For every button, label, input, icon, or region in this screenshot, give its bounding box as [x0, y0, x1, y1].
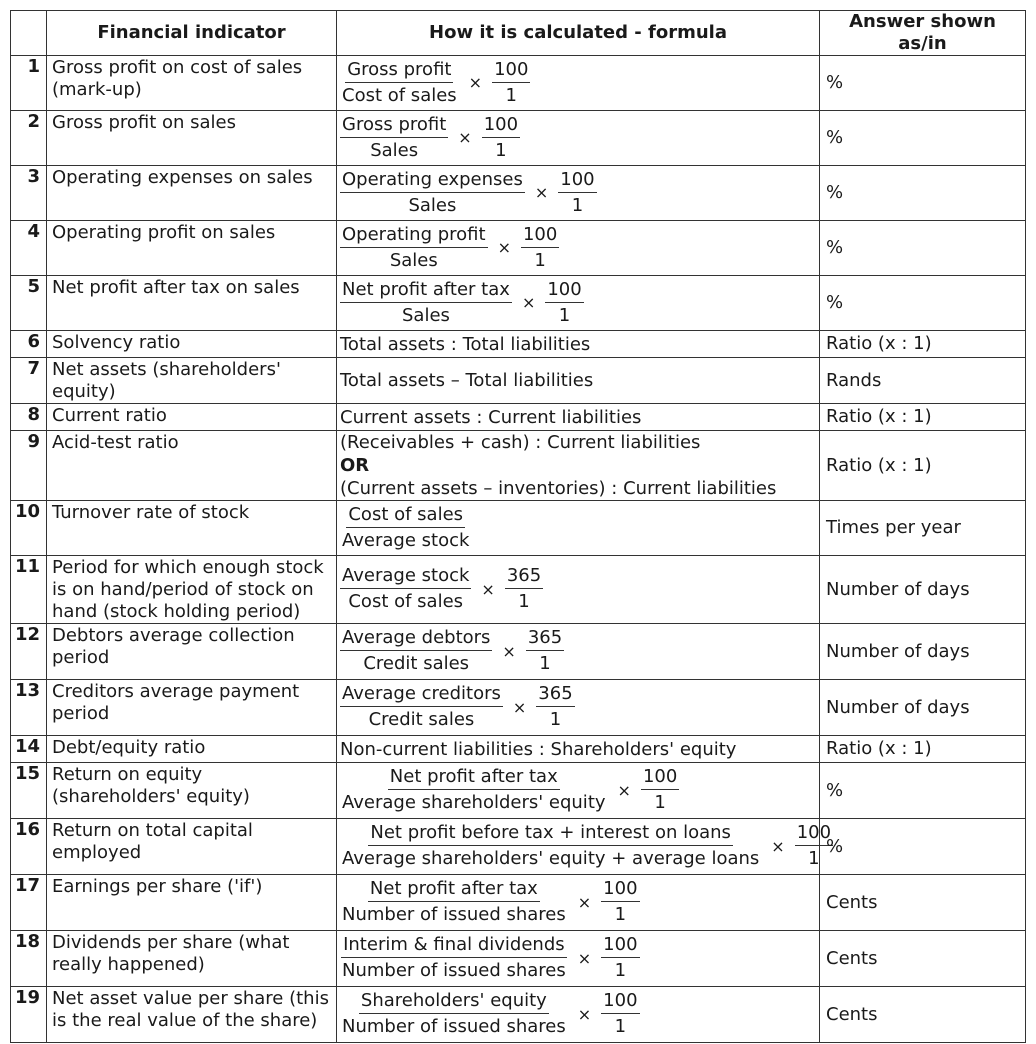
fraction-denominator: Credit sales [368, 709, 475, 730]
multiplier-numerator: 100 [492, 58, 530, 83]
fraction-denominator: Sales [408, 194, 457, 216]
answer-cell: Number of days [820, 680, 1026, 736]
indicator-label: Net asset value per share (this is the real value of the share) [52, 988, 329, 1031]
indicator-label: Operating profit on sales [52, 222, 276, 243]
formula [340, 877, 816, 928]
table-row [11, 556, 1026, 624]
fraction-numerator: Net profit before tax + interest on loans [368, 821, 733, 846]
answer-cell: Ratio (x : 1) [820, 331, 1026, 358]
table-row [11, 680, 1026, 736]
answer-cell: Number of days [820, 556, 1026, 624]
fraction [340, 626, 492, 677]
row-number: 19 [11, 987, 47, 1043]
header-indicator: Financial indicator [47, 11, 337, 56]
formula-cell [337, 56, 820, 111]
formula-cell [337, 931, 820, 987]
times-symbol: × [577, 1004, 592, 1024]
indicator-cell [47, 875, 337, 931]
row-number: 15 [11, 763, 47, 819]
table-row [11, 221, 1026, 276]
fraction-denominator: Cost of sales [342, 84, 457, 106]
answer-cell: Cents [820, 875, 1026, 931]
indicator-label: Acid-test ratio [52, 432, 179, 453]
table-row [11, 875, 1026, 931]
indicator-cell [47, 763, 337, 819]
answer-cell: % [820, 276, 1026, 331]
header-formula: How it is calculated - formula [337, 11, 820, 56]
fraction-numerator: Operating profit [340, 223, 488, 248]
multiplier-numerator: 100 [482, 113, 520, 138]
fraction-numerator: Average stock [340, 564, 471, 589]
multiplier-numerator: 100 [601, 877, 639, 902]
row-number: 8 [11, 404, 47, 431]
indicator-cell [47, 276, 337, 331]
indicator-cell [47, 680, 337, 736]
table-row [11, 736, 1026, 763]
indicator-cell [47, 501, 337, 556]
row-number: 1 [11, 56, 47, 111]
fraction [340, 877, 568, 928]
table-row [11, 111, 1026, 166]
indicator-label: Debt/equity ratio [52, 737, 206, 758]
formula-cell [337, 358, 820, 404]
row-number: 3 [11, 166, 47, 221]
table-row [11, 331, 1026, 358]
multiplier-fraction [641, 765, 679, 816]
table-row [11, 763, 1026, 819]
fraction-denominator: Average shareholders' equity [342, 792, 606, 813]
fraction-denominator: Average stock [342, 529, 470, 551]
table-row [11, 431, 1026, 501]
row-number: 12 [11, 624, 47, 680]
indicator-cell [47, 111, 337, 166]
formula-cell [337, 819, 832, 875]
fraction-denominator: Number of issued shares [342, 904, 566, 925]
formula-cell [337, 556, 820, 624]
fraction [340, 503, 471, 554]
formula [340, 58, 816, 109]
row-number: 6 [11, 331, 47, 358]
multiplier-numerator: 365 [536, 682, 574, 707]
answer-cell: Ratio (x : 1) [820, 736, 1026, 763]
indicator-label: Net profit after tax on sales [52, 277, 300, 298]
formula [340, 223, 816, 274]
table-row [11, 819, 1026, 875]
indicator-cell [47, 736, 337, 763]
answer-cell: % [820, 111, 1026, 166]
indicator-label: Return on equity (shareholders' equity) [52, 764, 250, 807]
fraction-numerator: Interim & final dividends [341, 933, 567, 958]
formula-cell [337, 111, 820, 166]
formula [340, 933, 816, 984]
multiplier-fraction [521, 223, 559, 274]
formula [340, 564, 816, 615]
header-row [11, 11, 1026, 56]
multiplier-numerator: 100 [601, 989, 639, 1014]
indicator-label: Period for which enough stock is on hand/period of stock on hand (stock holding period) [52, 557, 324, 622]
times-symbol: × [771, 836, 785, 856]
multiplier-denominator: 1 [495, 139, 507, 161]
answer-cell: Cents [820, 931, 1026, 987]
row-number: 2 [11, 111, 47, 166]
table-row [11, 276, 1026, 331]
formula-cell [337, 987, 820, 1043]
fraction-denominator: Credit sales [363, 653, 470, 674]
answer-cell: Times per year [820, 501, 1026, 556]
multiplier-numerator: 100 [795, 821, 833, 846]
multiplier-fraction [536, 682, 574, 733]
formula-cell [337, 221, 820, 276]
fraction [340, 564, 471, 615]
times-symbol: × [502, 641, 516, 661]
fraction-denominator: Average shareholders' equity + average loans [342, 848, 760, 869]
formula-cell [337, 763, 820, 819]
fraction-denominator: Number of issued shares [342, 1016, 566, 1037]
table-row [11, 166, 1026, 221]
answer-cell: Number of days [820, 624, 1026, 680]
formula-text: Total assets : Total liabilities [340, 333, 591, 355]
fraction-denominator: Sales [370, 139, 419, 161]
formula [340, 503, 816, 554]
times-symbol: × [458, 128, 472, 147]
financial-indicators-table [10, 10, 1026, 1043]
fraction-numerator: Shareholders' equity [359, 989, 549, 1014]
row-number: 17 [11, 875, 47, 931]
times-symbol: × [468, 73, 483, 92]
row-number: 4 [11, 221, 47, 276]
multiplier-denominator: 1 [808, 848, 820, 869]
formula [340, 765, 816, 816]
formula [340, 113, 816, 164]
formula-line: OR [340, 455, 370, 476]
formula-line: (Receivables + cash) : Current liabilities [340, 432, 701, 453]
formula-cell [337, 431, 820, 501]
fraction [340, 278, 512, 329]
fraction-numerator: Net profit after tax [388, 765, 560, 790]
multiplier-fraction [601, 933, 639, 984]
formula-text: Total assets – Total liabilities [340, 370, 594, 391]
formula-cell [337, 736, 820, 763]
fraction [340, 765, 608, 816]
indicator-cell [47, 331, 337, 358]
times-symbol: × [497, 238, 511, 257]
formula-line: (Current assets – inventories) : Current liabilities [340, 478, 777, 499]
multiplier-denominator: 1 [571, 194, 584, 216]
fraction-denominator: Sales [402, 304, 450, 326]
row-number: 14 [11, 736, 47, 763]
row-number: 18 [11, 931, 47, 987]
table-row [11, 358, 1026, 404]
multiplier-fraction [545, 278, 583, 329]
indicator-cell [47, 404, 337, 431]
multiplier-denominator: 1 [558, 304, 571, 326]
answer-cell: % [820, 166, 1026, 221]
fraction-numerator: Cost of sales [346, 503, 465, 528]
table-row [11, 501, 1026, 556]
row-number: 9 [11, 431, 47, 501]
formula-text: Current assets : Current liabilities [340, 406, 642, 428]
formula-cell [337, 331, 820, 358]
multiplier-denominator: 1 [614, 1016, 627, 1037]
formula [340, 278, 816, 329]
answer-cell: % [820, 56, 1026, 111]
fraction-denominator: Sales [389, 249, 438, 271]
multiplier-fraction [558, 168, 596, 219]
indicator-label: Return on total capital employed [52, 820, 253, 863]
indicator-label: Solvency ratio [52, 332, 181, 353]
indicator-label: Turnover rate of stock [52, 502, 250, 523]
multiplier-numerator: 365 [526, 626, 564, 651]
times-symbol: × [512, 697, 527, 717]
row-number: 5 [11, 276, 47, 331]
multiplier-numerator: 100 [641, 765, 679, 790]
indicator-cell [47, 931, 337, 987]
formula [340, 989, 816, 1040]
multiplier-fraction [492, 58, 530, 109]
formula-cell [337, 166, 820, 221]
multiplier-fraction [526, 626, 564, 677]
formula [340, 682, 816, 733]
answer-cell: % [820, 763, 1026, 819]
answer-cell: Cents [820, 987, 1026, 1043]
formula [340, 821, 832, 872]
indicator-cell [47, 624, 337, 680]
formula-cell [337, 404, 820, 431]
fraction [340, 58, 459, 109]
indicator-label: Net assets (shareholders' equity) [52, 359, 281, 402]
fraction [340, 682, 503, 733]
multiplier-denominator: 1 [539, 653, 551, 674]
row-number: 7 [11, 358, 47, 404]
fraction [340, 989, 568, 1040]
formula [340, 626, 816, 677]
indicator-label: Debtors average collection period [52, 625, 295, 668]
indicator-cell [47, 358, 337, 404]
fraction-numerator: Net profit after tax [340, 278, 512, 303]
indicator-label: Gross profit on sales [52, 112, 237, 133]
fraction [340, 113, 448, 164]
times-symbol: × [577, 892, 592, 912]
indicator-label: Creditors average payment period [52, 681, 300, 724]
multiplier-denominator: 1 [549, 709, 562, 730]
fraction-numerator: Gross profit [340, 113, 448, 138]
formula-cell [337, 501, 820, 556]
table-row [11, 404, 1026, 431]
multiplier-numerator: 365 [505, 564, 543, 589]
formula-cell [337, 875, 820, 931]
table-row [11, 931, 1026, 987]
fraction-numerator: Average debtors [340, 626, 492, 651]
row-number: 11 [11, 556, 47, 624]
fraction-numerator: Average creditors [340, 682, 503, 707]
fraction [340, 168, 525, 219]
answer-cell: Ratio (x : 1) [820, 431, 1026, 501]
times-symbol: × [617, 780, 631, 800]
multiplier-numerator: 100 [545, 278, 583, 303]
fraction-numerator: Operating expenses [340, 168, 525, 193]
header-number [11, 11, 47, 56]
row-number: 16 [11, 819, 47, 875]
indicator-label: Dividends per share (what really happened) [52, 932, 290, 975]
times-symbol: × [521, 293, 536, 312]
indicator-cell [47, 556, 337, 624]
formula-cell [337, 276, 820, 331]
multiplier-numerator: 100 [558, 168, 596, 193]
multiplier-denominator: 1 [654, 792, 666, 813]
multiplier-denominator: 1 [505, 84, 517, 106]
row-number: 13 [11, 680, 47, 736]
indicator-label: Earnings per share ('if') [52, 876, 263, 897]
answer-cell: Rands [820, 358, 1026, 404]
fraction-denominator: Number of issued shares [342, 960, 566, 981]
fraction-denominator: Cost of sales [348, 591, 464, 612]
table-row [11, 624, 1026, 680]
multiplier-denominator: 1 [518, 591, 530, 612]
indicator-label: Gross profit on cost of sales (mark-up) [52, 57, 303, 100]
multiplier-fraction [505, 564, 543, 615]
formula-cell [337, 624, 820, 680]
times-symbol: × [577, 948, 592, 968]
indicator-cell [47, 987, 337, 1043]
indicator-cell [47, 819, 337, 875]
multiplier-fraction [482, 113, 520, 164]
multiplier-fraction [601, 989, 639, 1040]
multiplier-denominator: 1 [534, 249, 546, 271]
fraction-numerator: Gross profit [345, 58, 453, 83]
multiplier-denominator: 1 [614, 904, 627, 925]
fraction-numerator: Net profit after tax [368, 877, 540, 902]
fraction [340, 821, 761, 872]
formula-cell [337, 680, 820, 736]
indicator-cell [47, 221, 337, 276]
answer-cell: % [820, 221, 1026, 276]
formula-text: Non-current liabilities : Shareholders' equity [340, 738, 737, 760]
times-symbol: × [481, 579, 495, 599]
indicator-cell [47, 431, 337, 501]
multiplier-denominator: 1 [614, 960, 627, 981]
indicator-cell [47, 56, 337, 111]
formula [340, 168, 816, 219]
answer-cell: Ratio (x : 1) [820, 404, 1026, 431]
table-row [11, 987, 1026, 1043]
times-symbol: × [534, 183, 549, 202]
fraction [340, 223, 488, 274]
multiplier-fraction [601, 877, 639, 928]
table-row [11, 56, 1026, 111]
row-number: 10 [11, 501, 47, 556]
indicator-cell [47, 166, 337, 221]
multiplier-numerator: 100 [521, 223, 559, 248]
multiplier-numerator: 100 [601, 933, 639, 958]
indicator-label: Operating expenses on sales [52, 167, 313, 188]
fraction [340, 933, 568, 984]
answer-cell: % [820, 819, 1026, 875]
header-answer: Answer shown as/in [820, 11, 1026, 56]
indicator-label: Current ratio [52, 405, 167, 426]
